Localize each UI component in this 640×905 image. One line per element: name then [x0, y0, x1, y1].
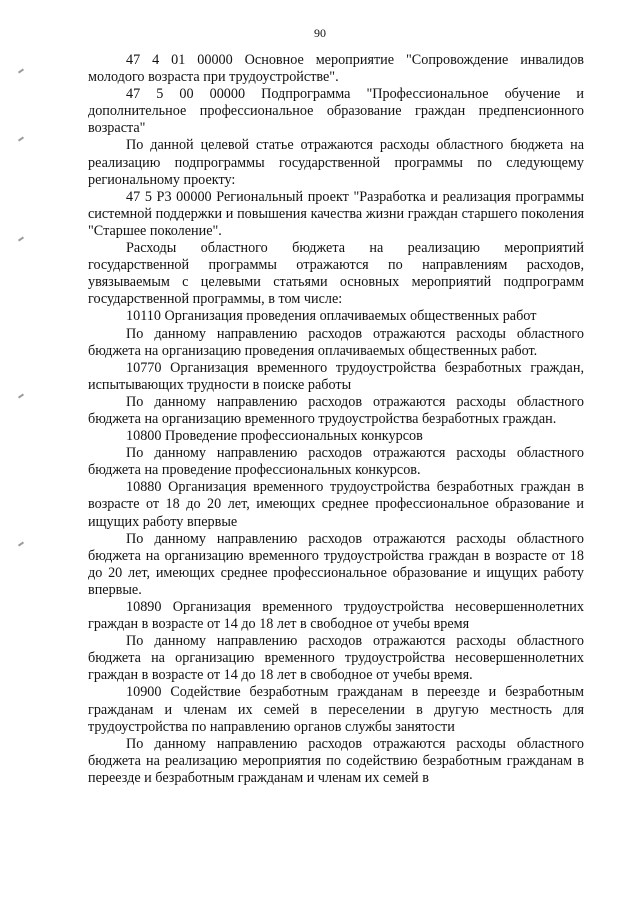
target-article-description: По данной целевой статье отражаются расходы областного бюджета на реализацию подпрограммы государственной программы по следующему региональному проекту:	[88, 137, 584, 188]
page-number: 90	[314, 26, 326, 40]
direction-10890-description: По данному направлению расходов отражаются расходы областного бюджета на организацию временного трудоустройства несовершеннолетних граждан в возрасте от 14 до 18 лет в свободное от учебы время.	[88, 633, 584, 684]
margin-mark	[18, 68, 24, 73]
direction-10890-heading: 10890 Организация временного трудоустройства несовершеннолетних граждан в возрасте от 14 до 18 лет в свободное от учебы время	[88, 599, 584, 633]
direction-10110-description: По данному направлению расходов отражаются расходы областного бюджета на организацию проведения оплачиваемых общественных работ.	[88, 325, 584, 359]
margin-mark	[18, 236, 24, 241]
margin-mark	[18, 393, 24, 398]
target-article-47-4-01: 47 4 01 00000 Основное мероприятие "Сопровождение инвалидов молодого возраста при трудоустройстве".	[88, 52, 584, 86]
direction-10800-heading: 10800 Проведение профессиональных конкурсов	[126, 428, 423, 445]
subprogram-47-5-00: 47 5 00 00000 Подпрограмма "Профессиональное обучение и дополнительное профессиональное образование граждан предпенсионного возраста"	[88, 86, 584, 137]
direction-10880-heading: 10880 Организация временного трудоустройства безработных граждан в возрасте от 18 до 20 лет, имеющих среднее профессиональное образование и ищущих работу впервые	[88, 479, 584, 530]
document-body	[88, 52, 584, 787]
expenditure-directions-intro: Расходы областного бюджета на реализацию мероприятий государственной программы отражаются по направлениям расходов, увязываемым с целевыми статьями основных мероприятий подпрограмм государственной программы, в том числе:	[88, 240, 584, 308]
direction-10110-heading: 10110 Организация проведения оплачиваемых общественных работ	[126, 308, 537, 325]
direction-10800-description: По данному направлению расходов отражаются расходы областного бюджета на проведение профессиональных конкурсов.	[88, 445, 584, 479]
direction-10770-description: По данному направлению расходов отражаются расходы областного бюджета на организацию временного трудоустройства безработных граждан.	[88, 393, 584, 427]
direction-10900-heading: 10900 Содействие безработным гражданам в переезде и безработным гражданам и членам их семей в переселении в другую местность для трудоустройства по направлению органов службы занятости	[88, 684, 584, 735]
regional-project-47-5-p3: 47 5 P3 00000 Региональный проект "Разработка и реализация программы системной поддержки и повышения качества жизни граждан старшего поколения "Старшее поколение".	[88, 188, 584, 239]
direction-10900-description: По данному направлению расходов отражаются расходы областного бюджета на реализацию мероприятия по содействию безработным гражданам в переезде и безработным гражданам и членам их семей в	[88, 735, 584, 786]
direction-10880-description: По данному направлению расходов отражаются расходы областного бюджета на организацию временного трудоустройства граждан в возрасте от 18 до 20 лет, имеющих среднее профессиональное образование и ищущих работу впервые.	[88, 530, 584, 598]
margin-mark	[18, 136, 24, 141]
direction-10770-heading: 10770 Организация временного трудоустройства безработных граждан, испытывающих трудности в поиске работы	[88, 359, 584, 393]
margin-mark	[18, 541, 24, 546]
